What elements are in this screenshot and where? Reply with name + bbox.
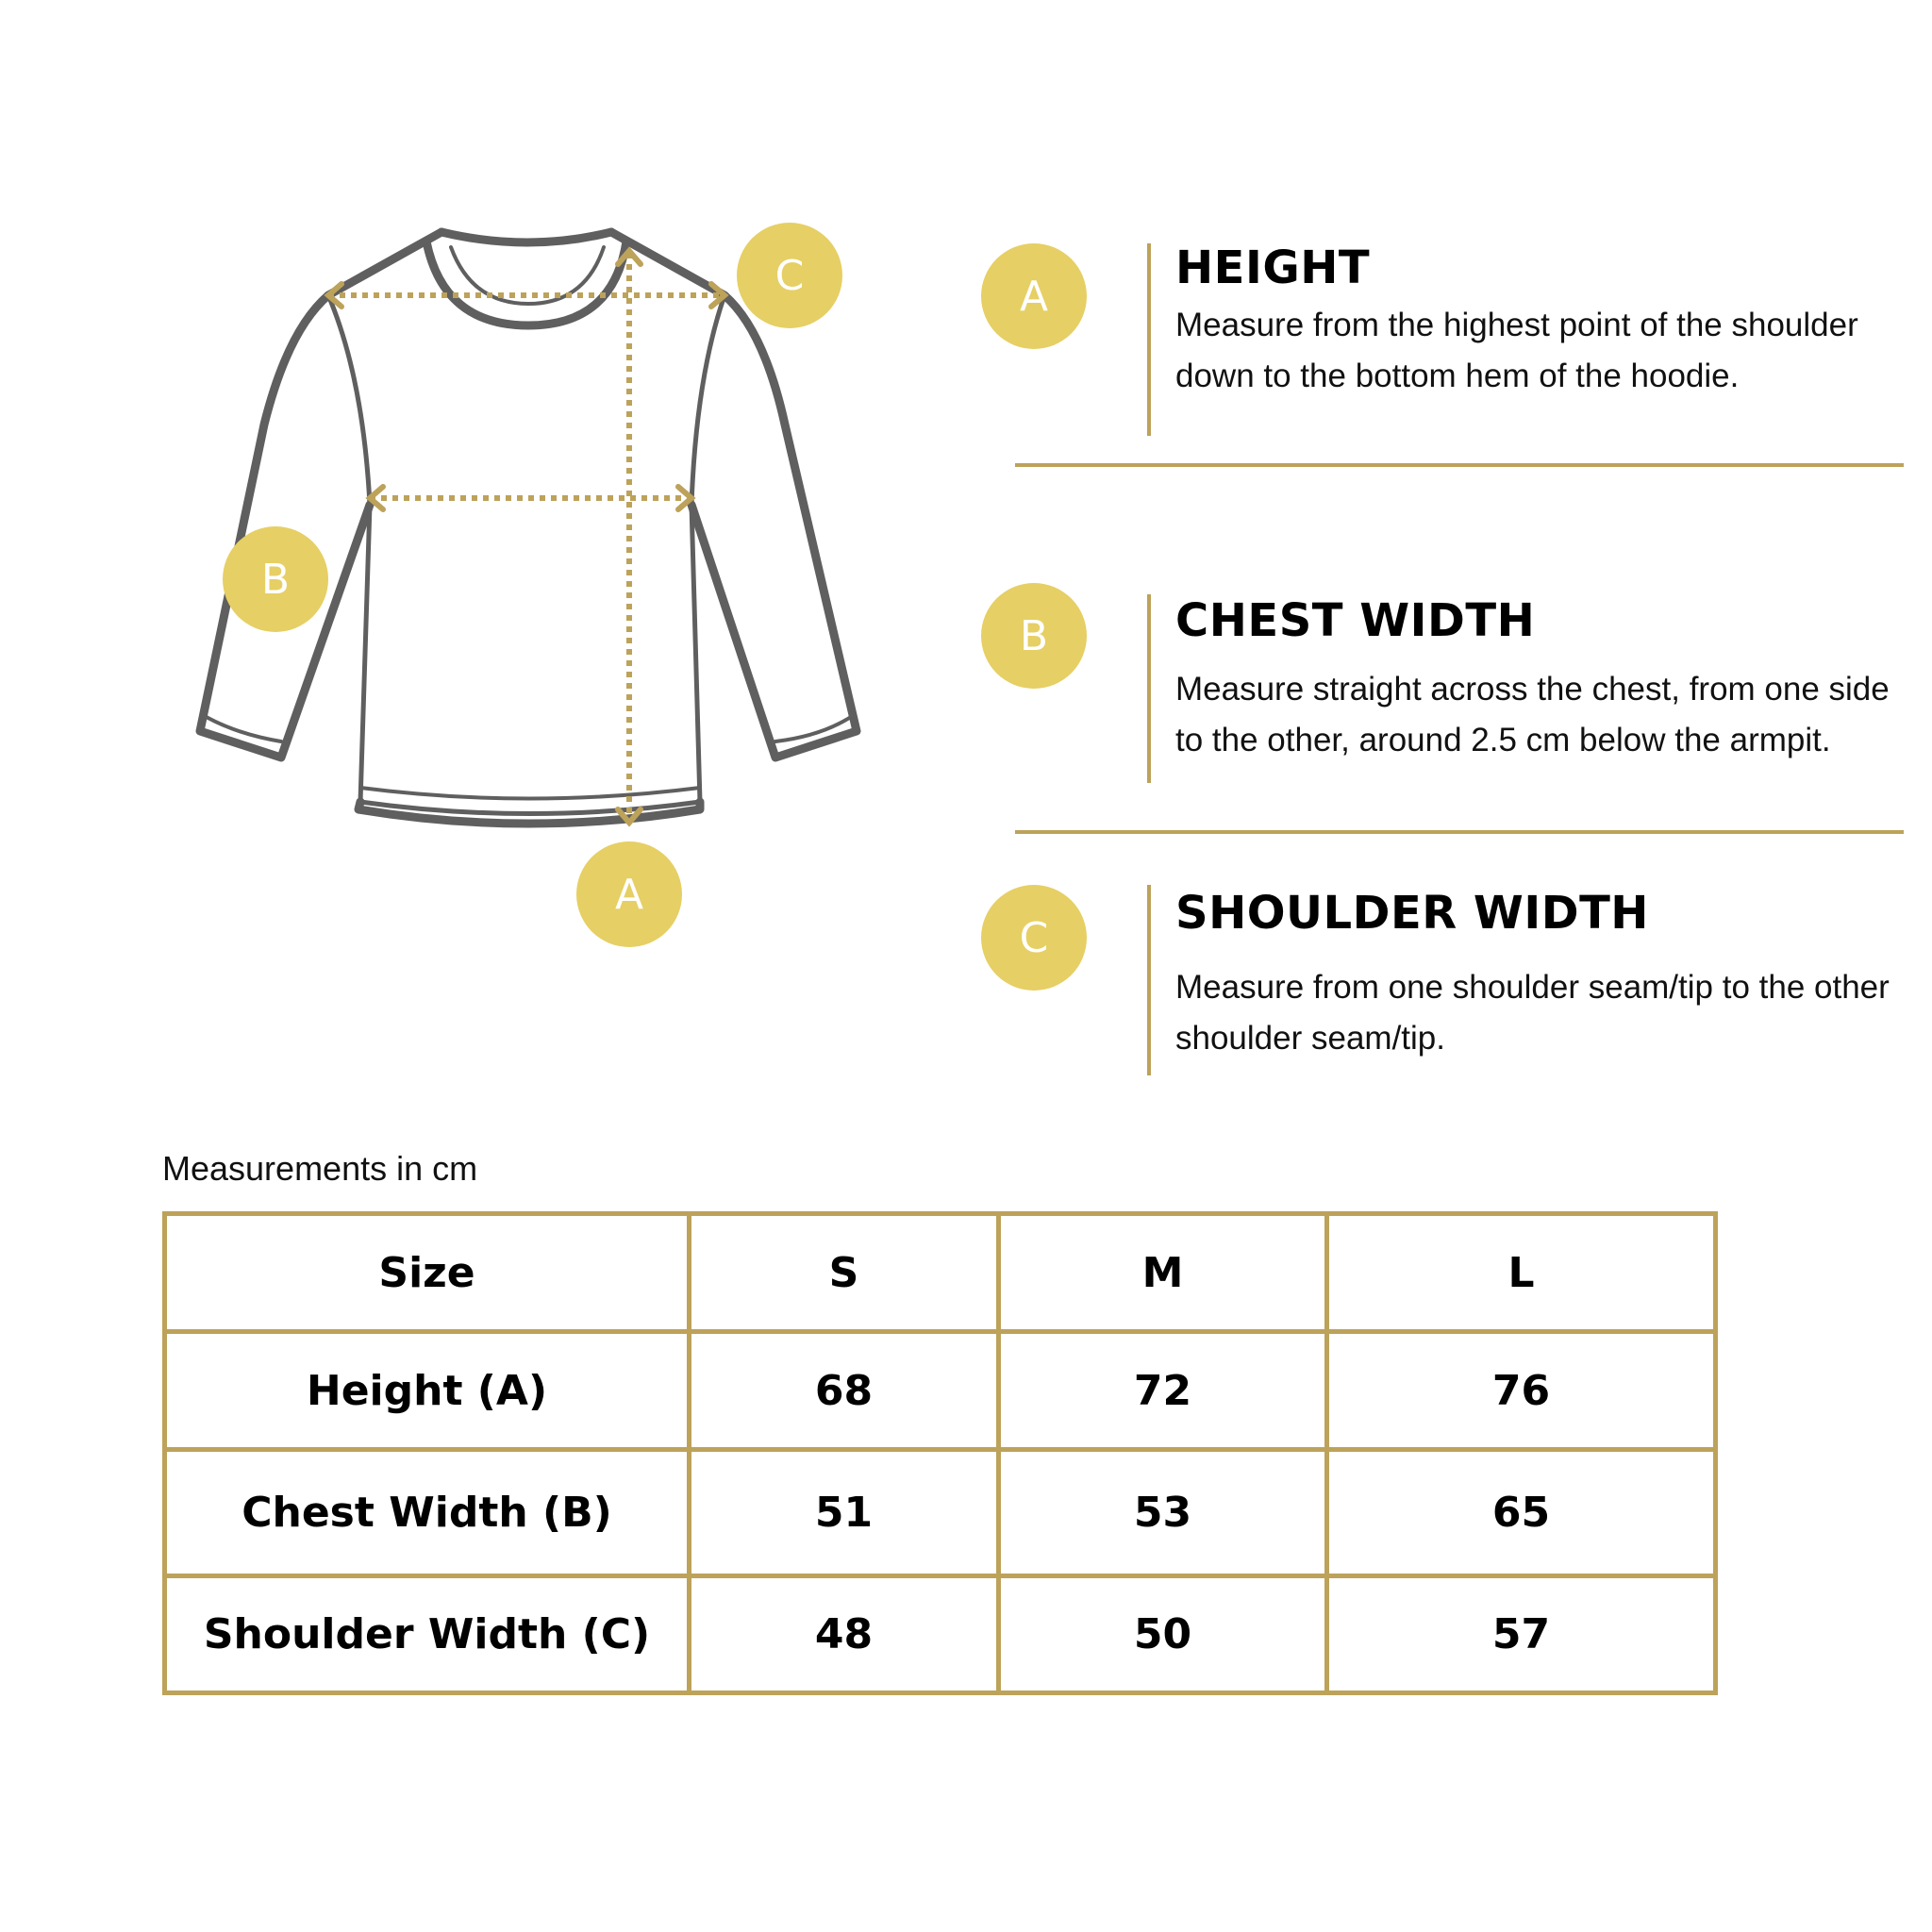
divider (1147, 885, 1151, 1075)
divider (1147, 243, 1151, 436)
table-cell: 53 (999, 1450, 1327, 1576)
height-marker-a: A (576, 841, 682, 947)
table-row-label: Height (A) (165, 1332, 690, 1450)
table-header-cell: S (690, 1214, 999, 1332)
table-header-cell: Size (165, 1214, 690, 1332)
table-cell: 72 (999, 1332, 1327, 1450)
table-header-row (165, 1214, 1716, 1332)
table-cell: 48 (690, 1576, 999, 1693)
units-note: Measurements in cm (162, 1149, 478, 1188)
table-cell: 68 (690, 1332, 999, 1450)
table-header-cell: L (1327, 1214, 1716, 1332)
table-row (165, 1332, 1716, 1450)
measure-title: SHOULDER WIDTH (1175, 887, 1649, 940)
measure-title: CHEST WIDTH (1175, 594, 1536, 647)
table-cell: 51 (690, 1450, 999, 1576)
divider (1015, 830, 1904, 834)
measure-description: Measure straight across the chest, from one side to the other, around 2.5 cm below the armpit. (1175, 671, 1890, 758)
table-row (165, 1576, 1716, 1693)
table-cell: 57 (1327, 1576, 1716, 1693)
table-cell: 65 (1327, 1450, 1716, 1576)
measure-title: HEIGHT (1175, 242, 1371, 294)
measure-marker: A (981, 243, 1087, 349)
measure-marker: B (981, 583, 1087, 689)
shoulder-width-marker-c: C (737, 223, 842, 328)
table-cell: 50 (999, 1576, 1327, 1693)
table-cell: 76 (1327, 1332, 1716, 1450)
garment-diagram (0, 0, 1000, 1000)
table-row (165, 1450, 1716, 1576)
measure-shoulder-width (981, 885, 1906, 1083)
size-chart-table (162, 1211, 1718, 1695)
measure-description: Measure from one shoulder seam/tip to the other shoulder seam/tip. (1175, 969, 1890, 1057)
table-row-label: Chest Width (B) (165, 1450, 690, 1576)
divider (1147, 594, 1151, 783)
chest-width-marker-b: B (223, 526, 328, 632)
long-sleeve-sweatshirt-outline-icon (0, 0, 1000, 1000)
measure-chest-width (981, 583, 1906, 781)
table-row-label: Shoulder Width (C) (165, 1576, 690, 1693)
table-header-cell: M (999, 1214, 1327, 1332)
measure-marker: C (981, 885, 1087, 991)
measure-description: Measure from the highest point of the shoulder down to the bottom hem of the hoodie. (1175, 307, 1858, 394)
measure-height (981, 243, 1906, 441)
divider (1015, 463, 1904, 467)
